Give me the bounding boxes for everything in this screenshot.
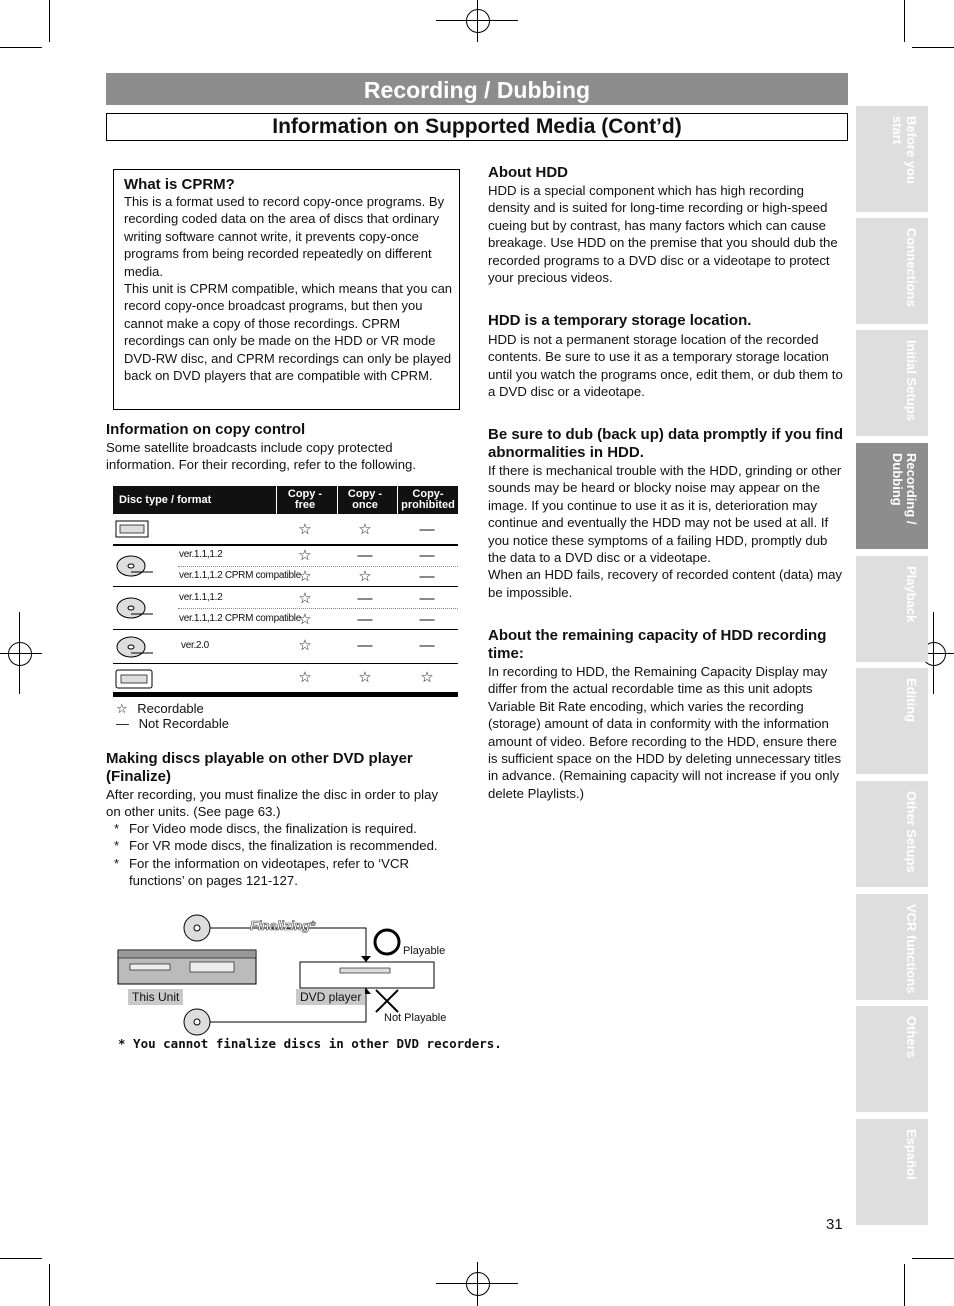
copy-prohibited-mark: ☆ [420, 669, 434, 686]
copy-free-mark: ☆ [298, 521, 312, 538]
table-header [113, 486, 458, 514]
copy-prohibited-mark: — [419, 590, 435, 607]
about-hdd-heading: About HDD [488, 164, 568, 181]
format-version: ver.2.0 [181, 640, 209, 651]
format-version: ver.1.1,1.2 [179, 592, 223, 603]
page-number: 31 [826, 1216, 843, 1233]
legend-item [116, 701, 204, 717]
table-row [113, 664, 458, 697]
hdd-icon [115, 519, 149, 539]
cprm-paragraph: This unit is CPRM compatible, which means that you can record copy-once broadcast programs, but then you cannot make a copy of those recordings. CPRM recordings can only be made on the HDD or VR mode DVD-RW disc, and CPRM recordings can only be played back on DVD players that are compatible with CPRM. [124, 281, 453, 384]
table-row [113, 514, 458, 546]
tab-label: Connections [904, 228, 919, 307]
playable-label: Playable [403, 945, 446, 957]
table-row-group [113, 546, 458, 587]
header-copy-once: Copy -once [347, 488, 383, 511]
tab-label: Playback [904, 566, 919, 623]
legend-item [116, 716, 229, 731]
copy-free-mark: ☆ [298, 590, 312, 607]
copy-free-mark: ☆ [298, 568, 312, 585]
tab-label: Editing [904, 678, 919, 723]
tab-editing[interactable] [856, 668, 928, 774]
this-unit-label: This Unit [128, 989, 183, 1005]
copy-once-mark: ☆ [358, 568, 372, 585]
cprm-info-box [113, 169, 460, 410]
copy-once-mark: — [357, 590, 373, 607]
copy-prohibited-mark: — [419, 547, 435, 564]
format-version: ver.1.1,1.2 [179, 549, 223, 560]
finalize-text: After recording, you must finalize the disc in order to play on other units. (See page 63.) [106, 787, 439, 820]
copy-once-mark: — [357, 547, 373, 564]
copy-prohibited-mark: — [419, 637, 435, 654]
copy-free-mark: ☆ [298, 637, 312, 654]
copy-prohibited-mark: — [419, 611, 435, 628]
format-version: ver.1.1,1.2 CPRM compatible [179, 570, 301, 581]
copy-free-mark: ☆ [298, 547, 312, 564]
copy-once-mark: ☆ [358, 521, 372, 538]
finalize-diagram [110, 912, 455, 1052]
header-copy-free: Copy -free [287, 488, 323, 511]
legend-text: Recordable [137, 701, 204, 716]
tab-vcr-functions[interactable] [856, 894, 928, 1000]
dvd-rw-disc-icon [115, 554, 155, 578]
legend-symbol: ☆ [116, 701, 128, 716]
tab-playback[interactable] [856, 556, 928, 662]
copy-once-mark: — [357, 637, 373, 654]
format-version: ver.1.1,1.2 CPRM compatible [179, 613, 301, 624]
copy-once-mark: ☆ [358, 669, 372, 686]
copy-control-text: Some satellite broadcasts include copy protected information. For their recording, refer to the following. [106, 440, 417, 473]
list-item: * For Video mode discs, the finalization is required. [114, 821, 417, 836]
table-row [113, 630, 458, 664]
tab-label: VCR functions [904, 904, 919, 994]
finalize-footnote: * You cannot finalize discs in other DVD recorders. [118, 1036, 502, 1051]
tab-other-setups[interactable] [856, 781, 928, 887]
not-playable-label: Not Playable [384, 1012, 447, 1024]
copy-prohibited-mark: — [419, 568, 435, 585]
finalize-notes [112, 820, 452, 890]
copy-prohibited-mark: — [419, 521, 435, 538]
tab-label: Español [904, 1129, 919, 1180]
tab-others[interactable] [856, 1006, 928, 1112]
dvd-disc-icon [115, 635, 155, 659]
tab-espanol[interactable] [856, 1119, 928, 1225]
cprm-heading: What is CPRM? [124, 176, 235, 193]
tab-label: Recording / Dubbing [890, 453, 919, 525]
copy-free-mark: ☆ [298, 669, 312, 686]
cprm-paragraph: This is a format used to record copy-once programs. By recording coded data on the area of discs that ordinary writing software cannot write, it prevents copy-once programs from being recorded repeatedly on different media. [124, 194, 445, 279]
finalize-heading: Making discs playable on other DVD player (Finalize) [106, 750, 413, 785]
hdd-backup-heading: Be sure to dub (back up) data promptly if you find abnormalities in HDD. [488, 426, 844, 461]
tab-label: Others [904, 1016, 919, 1058]
header-disc-type: Disc type / format [119, 494, 212, 506]
header-copy-prohibited: Copy- prohibited [401, 488, 455, 511]
section-title: Recording / Dubbing [106, 73, 848, 105]
tab-label: Other Setups [904, 791, 919, 873]
hdd-temporary-text: HDD is not a permanent storage location of the recorded contents. Be sure to use it as a temporary storage location until you watch the programs once, edit them, or dub them to a DVD disc or a videotape. [488, 332, 843, 400]
page-title: Information on Supported Media (Cont’d) [106, 113, 848, 141]
hdd-capacity-text: In recording to HDD, the Remaining Capacity Display may differ from the actual recordable time as this unit adopts Variable Bit Rate encoding, which varies the recording (storage) amount of data in conformity with the information amount of video. Before recording to the HDD, ensure there is sufficient space on the HDD by deleting unnecessary titles in advance. (Remaining capacity will not increase if you only delete Playlists.) [488, 664, 842, 801]
tab-initial-setups[interactable] [856, 330, 928, 436]
hdd-capacity-heading: About the remaining capacity of HDD recording time: [488, 627, 827, 662]
legend-text: Not Recordable [138, 716, 229, 731]
copy-once-mark: — [357, 611, 373, 628]
about-hdd-text: HDD is a special component which has high recording density and is suited for long-time recording or high-speed cueing but by contrast, has many factors which can cause breakage. Use HDD on the premise that you should dub the recorded programs to a DVD disc or a videotape to protect your precious videos. [488, 183, 838, 286]
list-item: * For the information on videotapes, refer to ‘VCR functions’ on pages 121-127. [114, 855, 410, 889]
list-item: * For VR mode discs, the finalization is recommended. [114, 838, 438, 854]
hdd-temporary-heading: HDD is a temporary storage location. [488, 312, 752, 329]
legend-symbol: — [116, 716, 129, 731]
tab-before-you-start[interactable] [856, 106, 928, 212]
table-row-group [113, 587, 458, 630]
finalizing-label: Finalizing* [250, 918, 315, 933]
videotape-icon [115, 668, 155, 690]
dvd-r-disc-icon [115, 596, 155, 620]
copy-control-heading: Information on copy control [106, 421, 306, 438]
hdd-backup-text: If there is mechanical trouble with the HDD, grinding or other sounds may be heard or blocky noise may appear on the image. If you continue to use it as it is, deterioration may continue and eventually the HDD may not be used at all. If you notice these symptoms of a failing HDD, promptly dub the data to a DVD disc or a videotape. When an HDD fails, recovery of recorded content (data) may be impossible. [488, 463, 843, 600]
copy-free-mark: ☆ [298, 611, 312, 628]
dvd-player-label: DVD player [296, 989, 365, 1005]
tab-recording-dubbing[interactable] [856, 443, 928, 549]
tab-label: Initial Setups [904, 340, 919, 421]
tab-connections[interactable] [856, 218, 928, 324]
tab-label: Before you start [890, 116, 919, 184]
